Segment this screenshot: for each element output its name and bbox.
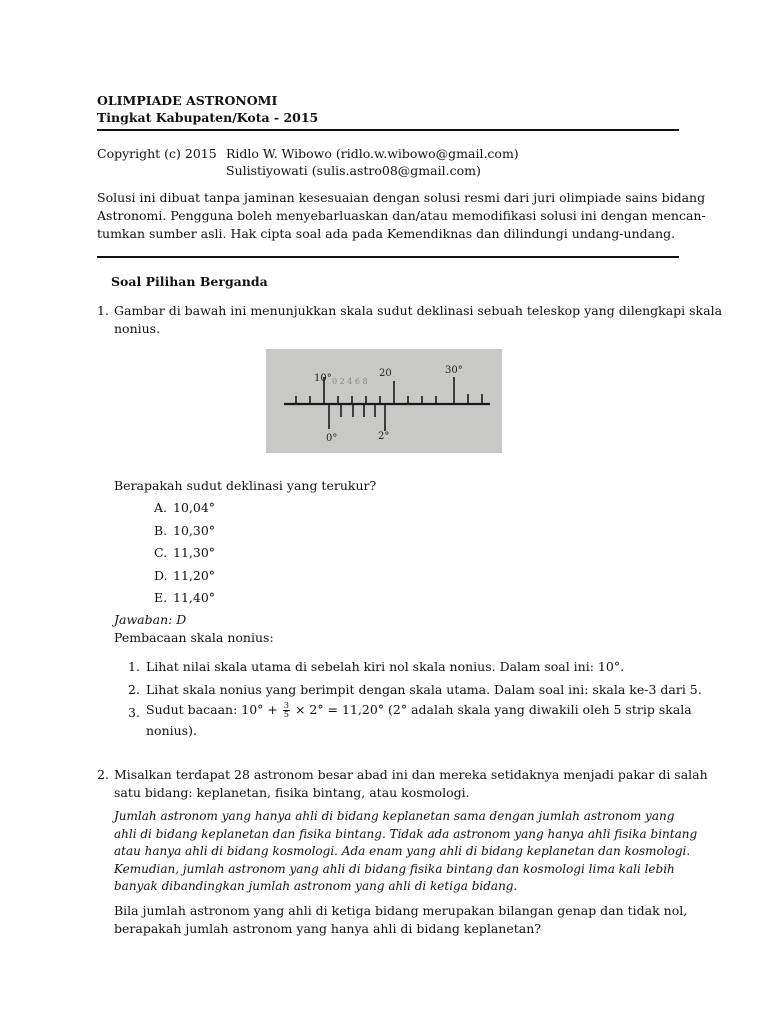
fraction-numerator: 3 [283,701,289,710]
option-letter: B. [154,523,168,538]
fraction [283,702,290,719]
step-number: 1. [128,659,140,674]
label-30: 30° [445,365,463,376]
q1-question: Berapakah sudut deklinasi yang terukur? [114,478,377,493]
step-number: 3. [128,705,140,720]
section-title: Soal Pilihan Berganda [111,274,268,289]
label-10: 10° [314,373,332,384]
q1-number: 1. [97,303,109,318]
step-3-post: × 2° = 11,20° (2° adalah skala yang diwakili oleh 5 strip skala [294,702,692,717]
q2-italic-line: ahli di bidang keplanetan dan fisika bintang. Tidak ada astronom yang hanya ahli fisika bintang [114,827,698,841]
step-3-pre: Sudut bacaan: 10° + [146,702,278,717]
option-text: 11,40° [173,590,216,605]
q1-answer: Jawaban: D [114,612,187,627]
q1-explanation-intro: Pembacaan skala nonius: [114,630,274,645]
option-letter: A. [154,500,168,515]
step-text: Lihat skala nonius yang berimpit dengan skala utama. Dalam soal ini: skala ke-3 dari 5. [146,682,702,697]
q1-text: Gambar di bawah ini menunjukkan skala sudut deklinasi sebuah teleskop yang dilengkapi skala [114,303,723,318]
step-number: 2. [128,682,140,697]
label-20: 20 [379,368,392,379]
author-2: Sulistiyowati (sulis.astro08@gmail.com) [226,163,481,178]
copyright-label: Copyright (c) 2015 [97,146,217,161]
header-rule [97,129,679,131]
doc-title: OLIMPIADE ASTRONOMI [97,93,278,108]
q2-italic-line: banyak dibandingkan jumlah astronom yang ahli di ketiga bidang. [114,879,518,893]
step-text: Lihat nilai skala utama di sebelah kiri nol skala nonius. Dalam soal ini: 10°. [146,659,625,674]
option-letter: C. [154,545,168,560]
q2-number: 2. [97,767,109,782]
doc-subtitle: Tingkat Kabupaten/Kota - 2015 [97,110,319,125]
step-3-line2: nonius). [146,723,197,738]
label-0: 0° [326,433,338,444]
option-text: 11,30° [173,545,216,560]
q2-italic-line: atau hanya ahli di bidang kosmologi. Ada enam yang ahli di bidang keplanetan dan kosmologi. [114,844,691,858]
q1-text: nonius. [114,321,161,336]
disclaimer-line: Astronomi. Pengguna boleh menyebarluaskan dan/atau memodifikasi solusi ini dengan mencan- [97,208,706,223]
option-text: 11,20° [173,568,216,583]
q2-text: Misalkan terdapat 28 astronom besar abad ini dan mereka setidaknya menjadi pakar di salah [114,767,708,782]
option-letter: E. [154,590,168,605]
faint-marks: 0 2 4 6 8 [332,377,368,386]
q2-italic-line: Kemudian, jumlah astronom yang ahli di bidang fisika bintang dan kosmologi lima kali lebih [114,862,675,876]
fraction-denominator: 5 [283,710,289,719]
q2-italic-line: Jumlah astronom yang hanya ahli di bidang keplanetan sama dengan jumlah astronom yang [114,809,675,823]
step-3-line [146,701,692,719]
section-rule [97,256,679,258]
disclaimer-line: tumkan sumber asli. Hak cipta soal ada pada Kemendiknas dan dilindungi undang-undang. [97,226,676,241]
option-letter: D. [154,568,168,583]
author-1: Ridlo W. Wibowo (ridlo.w.wibowo@gmail.com) [226,146,519,161]
option-text: 10,30° [173,523,216,538]
option-text: 10,04° [173,500,216,515]
disclaimer-line: Solusi ini dibuat tanpa jaminan kesesuaian dengan solusi resmi dari juri olimpiade sains bidang [97,190,706,205]
vernier-scale-photo [266,349,502,453]
label-2: 2° [378,431,390,442]
q2-text: satu bidang: keplanetan, fisika bintang, atau kosmologi. [114,785,470,800]
q2-final: Bila jumlah astronom yang ahli di ketiga bidang merupakan bilangan genap dan tidak nol, [114,903,688,918]
q2-final: berapakah jumlah astronom yang hanya ahli di bidang keplanetan? [114,921,541,936]
